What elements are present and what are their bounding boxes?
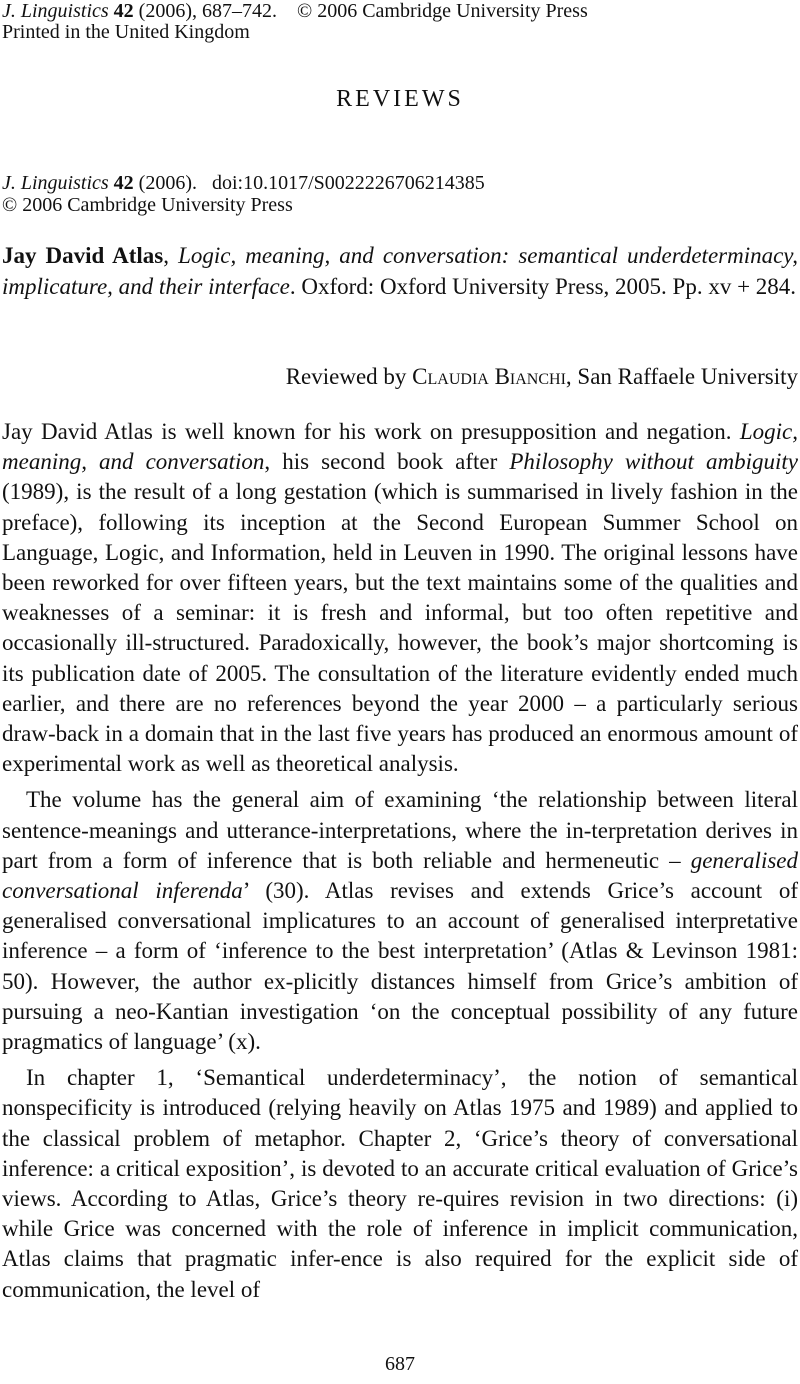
citation-journal: J. Linguistics [2, 172, 109, 194]
book-publisher: . Oxford: Oxford University Press, 2005. Pp. xv + 284. [289, 274, 797, 299]
review-body [2, 417, 798, 1305]
citation-copyright: © 2006 Cambridge University Press [2, 194, 293, 216]
book-title: Logic, meaning, and conversation: semantical underdeterminacy, implicature, and their interface [2, 243, 799, 299]
citation-doi: (2006). doi:10.1017/S0022226706214385 [138, 172, 485, 194]
running-header [2, 0, 588, 23]
header-journal: J. Linguistics [2, 0, 109, 22]
citation-line [2, 172, 485, 195]
reviewer-line [286, 361, 798, 392]
reviewer-prefix: Reviewed by [285, 364, 413, 389]
section-title: REVIEWS [336, 86, 464, 112]
header-volume: 42 [113, 0, 134, 22]
printed-line: Printed in the United Kingdom [2, 21, 250, 43]
text-run: In chapter 1, ‘Semantical underdeterminacy’, the notion of semantical nonspecificity is introduced (relying heavily on Atlas 1975 and 1989) and applied to the classical problem of metaphor. Chapter 2, ‘Grice’s theory of conversational inference: a critical exposition’, is devoted to an accurate critical evaluation of Grice’s views. According to Atlas, Grice’s theory re-quires revision in two directions: (i) while Grice was concerned with the role of inference in implicit communication, Atlas claims that pragmatic infer-ence is also required for the explicit side of communication, the level of [2, 1065, 798, 1302]
paragraph-3 [2, 1063, 798, 1305]
text-run: generalised conversational inferenda [2, 847, 798, 904]
citation-volume: 42 [113, 172, 134, 194]
book-reference: Jay David Atlas, Logic, meaning, and conversation: semantical underdeterminacy, implicature, and their interface. Oxford: Oxford University Press, 2005. Pp. xv + 284. [2, 243, 799, 299]
reviewer-name: Claudia Bianchi [412, 364, 566, 389]
text-run: ’ (30). Atlas revises and extends Grice’s account of generalised conversational implicatures to an account of generalised interpretative inference – a form of ‘inference to the best interpretation’ (Atlas & Levinson 1981: 50). However, the author ex-plicitly distances himself from Grice’s ambition of pursuing a neo-Kantian investigation ‘on the conceptual possibility of any future pragmatics of language’ (x). [2, 878, 798, 1055]
text-run: (1989), is the result of a long gestation (which is summarised in lively fashion in the preface), following its inception at the Second European Summer School on Language, Logic, and Information, held in Leuven in 1990. The original lessons have been reworked for over fifteen years, but the text maintains some of the qualities and weaknesses of a seminar: it is fresh and informal, but too often repetitive and occasionally ill-structured. Paradoxically, however, the book’s major shortcoming is its publication date of 2005. The consultation of the literature evidently ended much earlier, and there are no references beyond the year 2000 – a particularly serious draw-back in a domain that in the last five years has produced an enormous amount of experimental work as well as theoretical analysis. [2, 479, 798, 777]
paragraph-2 [2, 785, 798, 1057]
text-run: Jay David Atlas is well known for his work on presupposition and negation. [2, 419, 740, 444]
header-year-pages: (2006), 687–742. [138, 0, 277, 22]
paragraph-1 [2, 417, 798, 779]
page-number: 687 [385, 1353, 415, 1375]
text-run: The volume has the general aim of examining ‘the relationship between literal sentence-meanings and utterance-interpretations, where the in-terpretation derives in part from a form of inference that is both reliable and hermeneutic – [2, 787, 798, 873]
text-run: Logic, meaning, and conversation [2, 419, 798, 475]
text-run: , his second book after [264, 449, 510, 475]
book-author: Jay David Atlas [2, 243, 164, 268]
text-run: Philosophy without ambiguity [509, 449, 799, 475]
reviewer-affiliation: , San Raffaele University [565, 364, 798, 389]
header-copyright: © 2006 Cambridge University Press [297, 0, 588, 22]
